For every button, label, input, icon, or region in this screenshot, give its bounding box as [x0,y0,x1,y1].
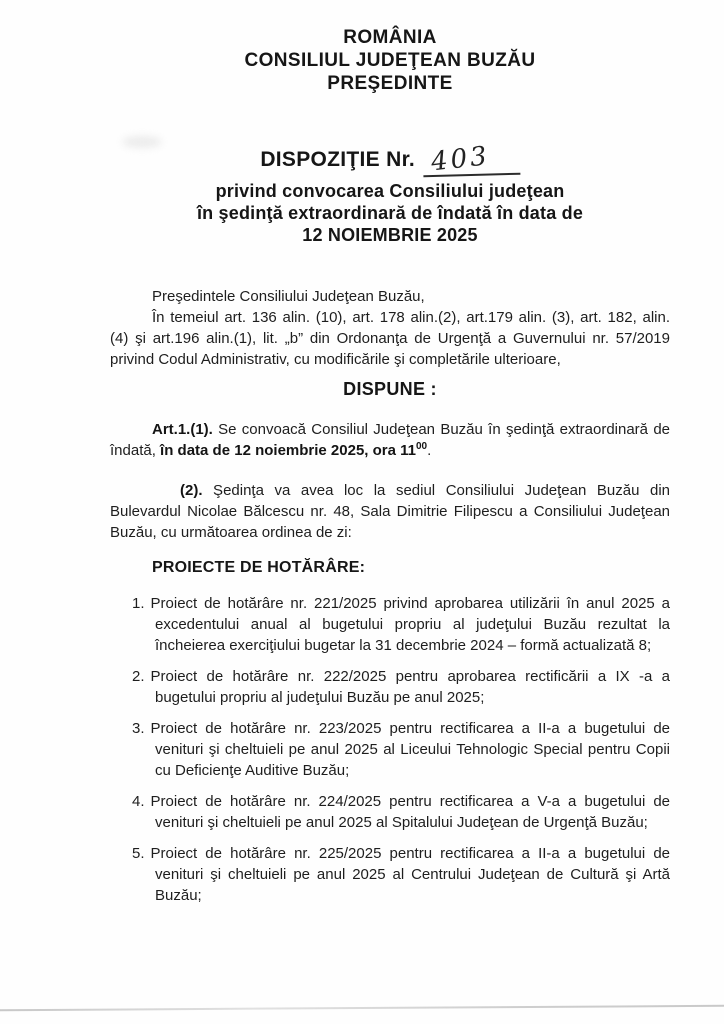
document-number-handwritten: 403 [429,141,492,178]
agenda-item-number: 3. [132,720,145,737]
document-body [110,286,670,906]
subtitle-line-3: 12 NOIEMBRIE 2025 [302,225,478,245]
title-block [110,143,670,246]
document-header [110,26,670,95]
agenda-item-number: 5. [132,845,145,862]
article-2-label: (2). [180,482,203,499]
agenda-item-number: 1. [132,595,145,612]
article-1-label: Art.1.(1). [152,421,213,438]
article-2-text: Şedinţa va avea loc la sediul Consiliului Judeţean Buzău din Bulevardul Nicolae Bălcescu nr. 48, Sala Dimitrie Filipescu a Consiliului Judeţean Buzău, cu următoarea ordinea de zi: [110,482,670,541]
preamble-intro-line: Preşedintele Consiliului Judeţean Buzău, [152,288,425,305]
article-1-hour-superscript: 00 [416,441,428,452]
subtitle-line-2: în şedinţă extraordinară de îndată în data de [196,203,584,223]
document-number-underline [423,142,520,178]
agenda-item-text: Proiect de hotărâre nr. 224/2025 pentru rectificarea a V-a a bugetului de venituri şi cheltuieli pe anul 2025 al Spitalului Judeţean de Urgenţă Buzău; [150,793,670,831]
agenda-heading: PROIECTE DE HOTĂRÂRE: [152,559,366,576]
agenda-list [110,593,670,906]
agenda-item-text: Proiect de hotărâre nr. 225/2025 pentru rectificarea a II-a a bugetului de venituri şi cheltuieli pe anul 2025 al Centrului Judeţean de Cultură şi Artă Buzău; [150,845,670,904]
article-1-date-text: în data de 12 noiembrie 2025, ora 11 [160,442,416,459]
agenda-item-number: 2. [132,668,145,685]
article-1-date-bold [160,442,427,459]
article-1-text: Se convoacă Consiliul Judeţean Buzău în şedinţă extraordinară de îndată, [110,421,670,459]
agenda-item-text: Proiect de hotărâre nr. 222/2025 pentru aprobarea rectificării a IX -a a bugetului propriu al judeţului Buzău pe anul 2025; [150,668,670,706]
agenda-item-1 [110,593,670,656]
scan-edge-line [0,1005,724,1012]
dispune-heading: DISPUNE : [343,379,437,399]
article-1-period: . [427,442,432,459]
header-country: ROMÂNIA [343,27,437,48]
document-title-line [110,143,670,176]
scan-smudge [122,136,162,148]
header-institution: CONSILIUL JUDEŢEAN BUZĂU [244,50,536,71]
agenda-item-text: Proiect de hotărâre nr. 221/2025 privind aprobarea utilizării în anul 2025 a excedentului anual al bugetului propriu al judeţului Buzău rezultat la încheierea exerciţiului bugetar la 31 decembrie 2024 – formă actualizată 8; [150,595,670,654]
agenda-item-3 [110,718,670,781]
subtitle-line-1: privind convocarea Consiliului judeţean [215,181,565,201]
header-role: PREŞEDINTE [327,73,453,94]
agenda-item-2 [110,666,670,708]
preamble-legal-basis: În temeiul art. 136 alin. (10), art. 178 alin.(2), art.179 alin. (3), art. 182, alin. (4) şi art.196 alin.(1), lit. „b” din Ordonanţa de Urgenţă a Guvernului nr. 57/2019 privind Codul Administrativ, cu modificările şi completările ulterioare, [110,309,670,368]
agenda-item-4 [110,791,670,833]
title-label: DISPOZIŢIE Nr. [260,148,416,171]
agenda-item-number: 4. [132,793,145,810]
article-2-paragraph [110,480,670,543]
agenda-item-5 [110,843,670,906]
article-1-paragraph [110,419,670,461]
agenda-item-text: Proiect de hotărâre nr. 223/2025 pentru rectificarea a II-a a bugetului de venituri şi cheltuieli pe anul 2025 al Liceului Tehnologic Special pentru Copii cu Deficienţe Auditive Buzău; [150,720,670,779]
